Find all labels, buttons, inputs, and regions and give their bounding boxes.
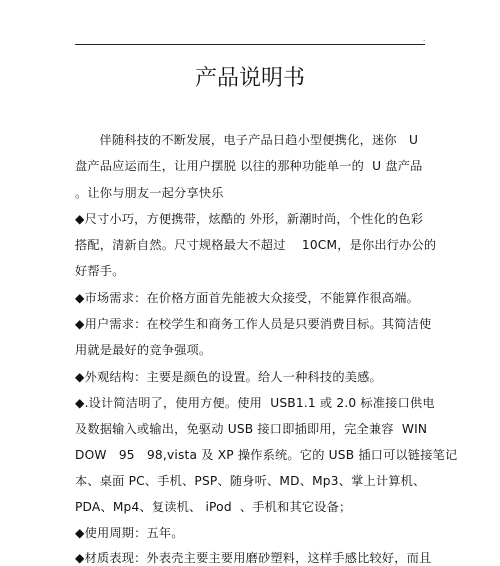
- body-line: 搭配，清新自然。尺寸规格最大不超过 10CM，是你出行办公的: [75, 238, 437, 252]
- body-line: ◆外观结构：主要是颜色的设置。给人一种科技的美感。: [75, 370, 382, 384]
- body-line: 用就是最好的竞争强项。: [75, 343, 212, 357]
- body-line: ◆尺寸小巧，方便携带，炫酷的 外形，新潮时尚，个性化的色彩: [75, 212, 424, 226]
- body-line: 伴随科技的不断发展，电子产品日趋小型便携化，迷你 U: [75, 133, 419, 147]
- header-rule: [75, 44, 425, 45]
- body-line: 本、桌面 PC、手机、PSP、随身听、MD、Mp3、掌上计算机、: [75, 474, 426, 488]
- body-line: ◆.设计简洁明了，使用方便。使用 USB1.1 或 2.0 标准接口供电: [75, 396, 435, 410]
- body-line: 盘产品应运而生，让用户摆脱 以往的那种功能单一的 U 盘产品: [75, 159, 423, 173]
- body-line: 及数据输入或输出，免驱动 USB 接口即插即用，完全兼容 WIN: [75, 422, 428, 436]
- body-line: ◆使用周期：五年。: [75, 526, 184, 540]
- body-line: DOW 95 98,vista 及 XP 操作系统。它的 USB 插口可以链接笔记: [75, 448, 458, 462]
- page-title: 产品说明书: [194, 66, 305, 91]
- body-line: ◆市场需求：在价格方面首先能被大众接受，不能算作很高端。: [75, 291, 420, 305]
- body-line: PDA、Mp4、复读机、 iPod 、手机和其它设备；: [75, 500, 352, 514]
- body-line: 好帮手。: [75, 264, 125, 278]
- body-line: 。让你与朋友一起分享快乐: [75, 186, 224, 200]
- body-line: ◆材质表现：外表壳主要主要用磨砂塑料，这样手感比较好，而且: [75, 551, 432, 565]
- header-mark: .: [423, 35, 426, 43]
- body-line: ◆用户需求：在校学生和商务工作人员是只要消费目标。其简洁使: [75, 317, 432, 331]
